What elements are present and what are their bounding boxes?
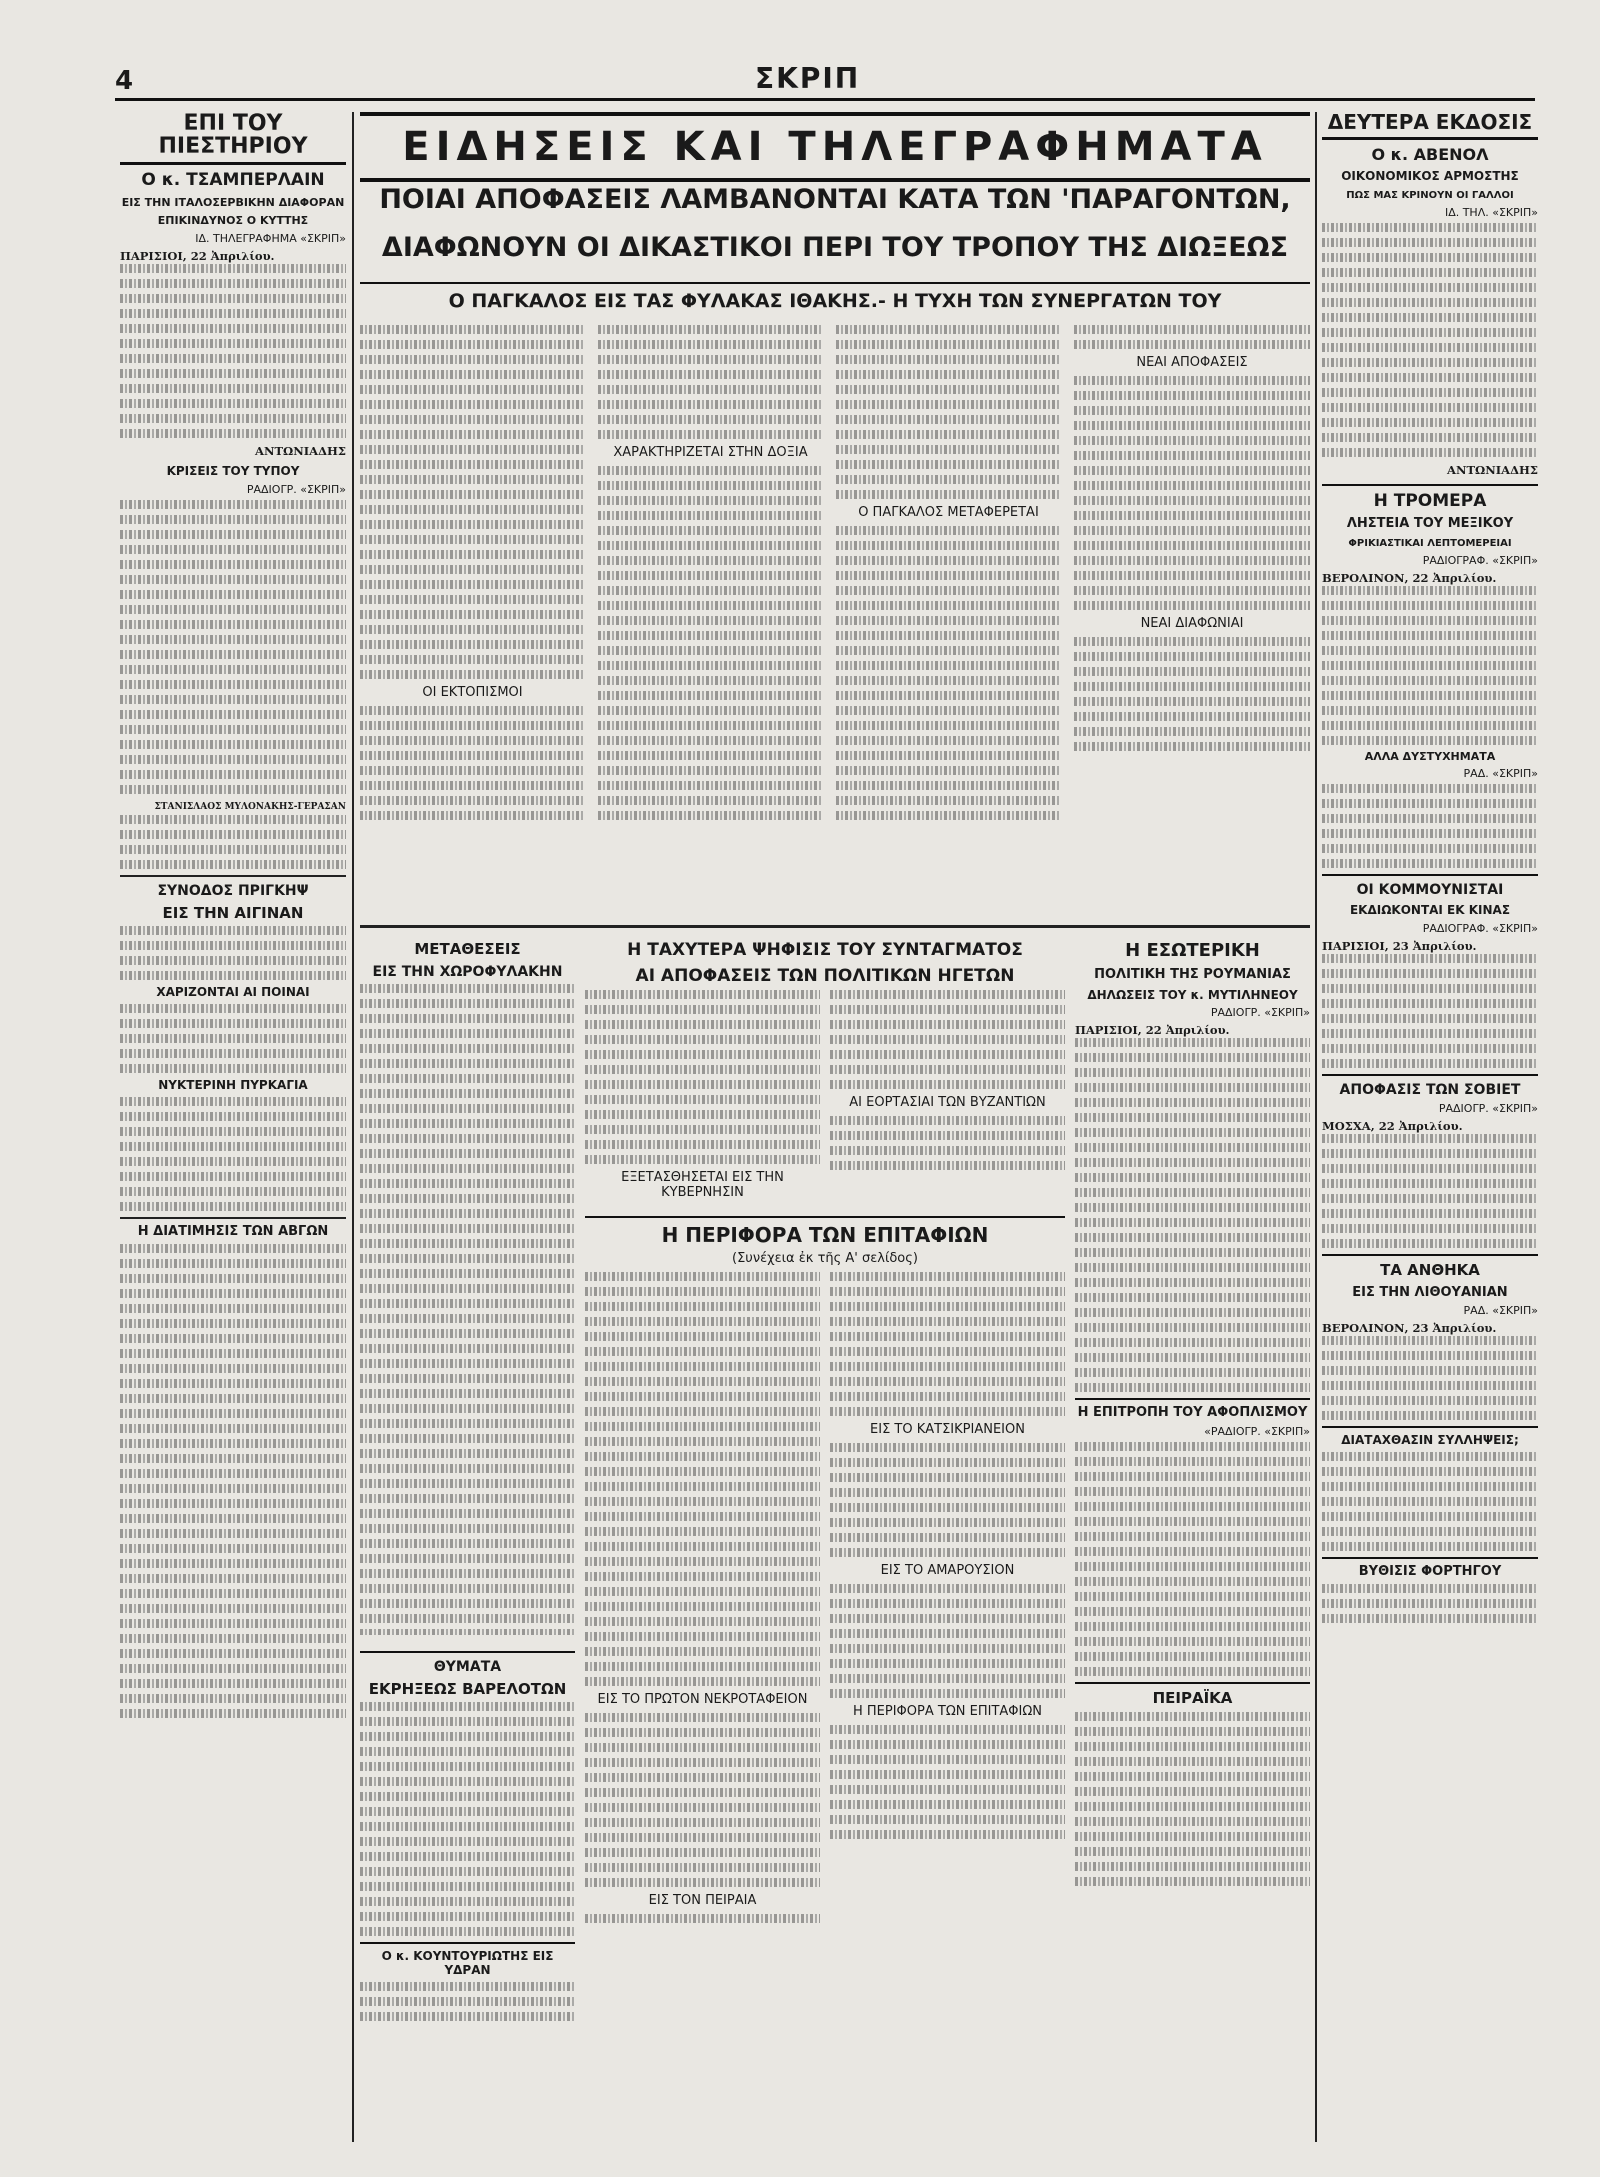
right-headline-communists: ΟΙ ΚΟΜΜΟΥΝΙΣΤΑΙ [1322, 874, 1538, 898]
article-metatheseis [360, 935, 575, 1635]
lead-subhead-doxia: ΧΑΡΑΚΤΗΡΙΖΕΤΑΙ ΣΤΗΝ ΔΟΞΙΑ [613, 445, 808, 460]
right-headline-china: ΕΚΔΙΩΚΟΝΤΑΙ ΕΚ ΚΙΝΑΣ [1349, 903, 1511, 918]
right-headline-galloi: ΠΩΣ ΜΑΣ ΚΡΙΝΟΥΝ ΟΙ ΓΑΛΛΟΙ [1346, 190, 1514, 202]
periphora-subhead: Η ΠΕΡΙΦΟΡΑ ΤΩΝ ΕΠΙΤΑΦΙΩΝ [852, 1704, 1042, 1719]
epitafios-headline: Η ΠΕΡΙΦΟΡΑ ΤΩΝ ΕΠΙΤΑΦΙΩΝ [585, 1216, 1065, 1247]
column-rule [352, 112, 354, 2142]
right-dateline-5: ΡΑΔΙΟΓΡ. «ΣΚΡΙΠ» [1438, 1102, 1538, 1116]
katechoumena-subhead: ΕΙΣ ΤΟ ΚΑΤΣΙΚΡΙΑΝΕΙΟΝ [870, 1422, 1025, 1437]
left-dateline-text: ΠΑΡΙΣΙΟΙ, 22 Ἀπριλίου. [120, 249, 275, 264]
right-headline-arrests: ΔΙΑΤΑΧΘΑΣΙΝ ΣΥΛΛΗΨΕΙΣ; [1322, 1426, 1538, 1448]
right-headline-lithuania: ΕΙΣ ΤΗΝ ΛΙΘΟΥΑΝΙΑΝ [1352, 1284, 1508, 1300]
right-section-title: ΔΕΥΤΕΡΑ ΕΚΔΟΣΙΣ [1322, 112, 1538, 140]
romania-headline-3: ΔΗΛΩΣΕΙΣ ΤΟΥ κ. ΜΥΤΙΛΗΝΕΟΥ [1087, 987, 1298, 1002]
thymata-headline-1: ΘΥΜΑΤΑ [360, 1651, 575, 1675]
romania-dateline: ΡΑΔΙΟΓΡ. «ΣΚΡΙΠ» [1210, 1006, 1310, 1020]
left-signature-2: ΣΤΑΝΙΣΛΑΟΣ ΜΥΛΟΝΑΚΗΣ-ΓΕΡΑΣΑΝ [154, 801, 346, 812]
lead-headline-2: ΔΙΑΦΩΝΟΥΝ ΟΙ ΔΙΚΑΣΤΙΚΟΙ ΠΕΡΙ ΤΟΥ ΤΡΟΠΟΥ ΤΗΣ ΔΙΩΞΕΩΣ [381, 232, 1289, 263]
section-divider [360, 925, 1310, 928]
right-headline-details: ΦΡΙΚΙΑΣΤΙΚΑΙ ΛΕΠΤΟΜΕΡΕΙΑΙ [1348, 538, 1512, 550]
article-thymata [360, 1645, 575, 2105]
right-dateline-2: ΡΑΔΙΟΓΡΑΦ. «ΣΚΡΙΠ» [1422, 553, 1538, 567]
right-dateline-6: ΡΑΔ. «ΣΚΡΙΠ» [1463, 1304, 1538, 1318]
lead-headline-1: ΠΟΙΑΙ ΑΠΟΦΑΣΕΙΣ ΛΑΜΒΑΝΟΝΤΑΙ ΚΑΤΑ ΤΩΝ 'ΠΑΡΑΓΟΝΤΩΝ, [379, 184, 1291, 215]
masthead [115, 62, 1535, 101]
left-signature: ΑΝΤΩΝΙΑΔΗΣ [255, 444, 346, 459]
right-dateline-text-berlin: ΒΕΡΟΛΙΝΟΝ, 22 Ἀπριλίου. [1322, 570, 1497, 585]
romania-headline-2: ΠΟΛΙΤΙΚΗ ΤΗΣ ΡΟΥΜΑΝΙΑΣ [1094, 966, 1291, 982]
romania-headline-1: Η ΕΣΩΤΕΡΙΚΗ [1125, 940, 1260, 961]
left-headline-fire: ΝΥΚΤΕΡΙΝΗ ΠΥΡΚΑΓΙΑ [158, 1077, 308, 1092]
vyzantio-subhead: ΑΙ ΕΟΡΤΑΣΙΑΙ ΤΩΝ ΒΥΖΑΝΤΙΩΝ [849, 1095, 1046, 1111]
left-headline-press: ΚΡΙΣΕΙΣ ΤΟΥ ΤΥΠΟΥ [166, 464, 300, 479]
right-column [1322, 112, 1538, 2157]
right-signature: ΑΝΤΩΝΙΑΔΗΣ [1447, 462, 1538, 477]
article-epitafios [585, 1210, 1065, 2110]
left-subheadline: ΕΙΣ ΤΗΝ ΙΤΑΛΟΣΕΡΒΙΚΗΝ ΔΙΑΦΟΡΑΝ [121, 195, 345, 209]
right-headline-armostis: ΟΙΚΟΝΟΜΙΚΟΣ ΑΡΜΟΣΤΗΣ [1341, 169, 1519, 184]
article-syntagma [585, 935, 1065, 1205]
epitafios-subhead: (Συνέχεια ἐκ τῆς Α' σελίδος) [732, 1251, 918, 1266]
peiraia-subhead: ΕΙΣ ΤΟΝ ΠΕΙΡΑΙΑ [648, 1893, 757, 1908]
right-headline-soviet: ΑΠΟΦΑΣΙΣ ΤΩΝ ΣΟΒΙΕΤ [1322, 1074, 1538, 1098]
left-headline-eggs: Η ΔΙΑΤΙΜΗΣΙΣ ΤΩΝ ΑΒΓΩΝ [120, 1217, 346, 1240]
left-headline-synodos: ΣΥΝΟΔΟΣ ΠΡΙΓΚΗΨ [120, 875, 346, 899]
right-dateline-1: ΙΔ. ΤΗΛ. «ΣΚΡΙΠ» [1444, 205, 1538, 219]
lead-headline-3: Ο ΠΑΓΚΑΛΟΣ ΕΙΣ ΤΑΣ ΦΥΛΑΚΑΣ ΙΘΑΚΗΣ.- Η ΤΥΧΗ ΤΩΝ ΣΥΝΕΡΓΑΤΩΝ ΤΟΥ [360, 282, 1310, 312]
syntagma-headline-2: ΑΙ ΑΠΟΦΑΣΕΙΣ ΤΩΝ ΠΟΛΙΤΙΚΩΝ ΗΓΕΤΩΝ [635, 965, 1015, 986]
lead-subhead-diafoniai: ΝΕΑΙ ΔΙΑΦΩΝΙΑΙ [1140, 616, 1244, 631]
right-dateline-3: ΡΑΔ. «ΣΚΡΙΠ» [1463, 767, 1538, 781]
right-headline-anthika: ΤΑ ΑΝΘΗΚΑ [1322, 1254, 1538, 1279]
left-dateline-2: ΡΑΔΙΟΓΡ. «ΣΚΡΙΠ» [246, 482, 346, 496]
lead-article-body [360, 325, 1310, 915]
left-headline-chamberlain: Ο κ. ΤΣΑΜΠΕΡΛΑΙΝ [141, 170, 325, 191]
left-subheadline-2: ΕΠΙΚΙΝΔΥΝΟΣ Ο ΚΥΤΤΗΣ [157, 214, 309, 228]
syntagma-headline-1: Η ΤΑΧΥΤΕΡΑ ΨΗΦΙΣΙΣ ΤΟΥ ΣΥΝΤΑΓΜΑΤΟΣ [627, 940, 1023, 960]
right-headline-mexico: ΛΗΣΤΕΙΑ ΤΟΥ ΜΕΞΙΚΟΥ [1346, 516, 1514, 532]
thymata-headline-2: ΕΚΡΗΞΕΩΣ ΒΑΡΕΛΟΤΩΝ [368, 1680, 567, 1699]
kountouriotis-headline: Ο κ. ΚΟΥΝΤΟΥΡΙΩΤΗΣ ΕΙΣ ΥΔΡΑΝ [360, 1942, 575, 1978]
left-headline-poinai: ΧΑΡΙΖΟΝΤΑΙ ΑΙ ΠΟΙΝΑΙ [156, 985, 310, 1000]
right-headline-tromera: Η ΤΡΟΜΕΡΑ [1322, 484, 1538, 512]
right-headline-sinking: ΒΥΘΙΣΙΣ ΦΟΡΤΗΓΟΥ [1322, 1557, 1538, 1580]
article-romania [1075, 935, 1310, 2105]
lead-subhead-apofaseis: ΝΕΑΙ ΑΠΟΦΑΣΕΙΣ [1136, 355, 1248, 370]
amaroussion-subhead: ΕΙΣ ΤΟ ΑΜΑΡΟΥΣΙΟΝ [880, 1563, 1015, 1578]
metatheseis-headline-2: ΕΙΣ ΤΗΝ ΧΩΡΟΦΥΛΑΚΗΝ [372, 964, 563, 981]
epitropi-dateline: «ΡΑΔΙΟΓΡ. «ΣΚΡΙΠ» [1204, 1425, 1310, 1439]
epitropi-headline: Η ΕΠΙΤΡΟΠΗ ΤΟΥ ΑΦΟΠΛΙΣΜΟΥ [1075, 1398, 1310, 1421]
left-headline-aigina: ΕΙΣ ΤΗΝ ΑΙΓΙΝΑΝ [162, 903, 304, 922]
syntagma-subhead: ΕΞΕΤΑΣΘΗΣΕΤΑΙ ΕΙΣ ΤΗΝ ΚΥΒΕΡΝΗΣΙΝ [621, 1170, 784, 1201]
page-number: 4 [115, 66, 134, 96]
right-dateline-text-paris: ΠΑΡΙΣΙΟΙ, 23 Ἀπριλίου. [1322, 939, 1477, 954]
lead-subhead-ektopismoi: ΟΙ ΕΚΤΟΠΙΣΜΟΙ [422, 685, 523, 700]
section-banner-text: ΕΙΔΗΣΕΙΣ ΚΑΙ ΤΗΛΕΓΡΑΦΗΜΑΤΑ [402, 124, 1268, 170]
right-headline-avenol: Ο κ. ΑΒΕΝΟΛ [1371, 145, 1489, 164]
section-banner [360, 112, 1310, 182]
left-section-title: ΕΠΙ ΤΟΥ ΠΙΕΣΤΗΡΙΟΥ [120, 112, 346, 165]
right-dateline-4: ΡΑΔΙΟΓΡΑΦ. «ΣΚΡΙΠ» [1422, 922, 1538, 936]
left-column [120, 112, 346, 2157]
right-dateline-text-berlin-2: ΒΕΡΟΛΙΝΟΝ, 23 Ἀπριλίου. [1322, 1321, 1497, 1336]
protonekrotafeio-subhead: ΕΙΣ ΤΟ ΠΡΩΤΟΝ ΝΕΚΡΟΤΑΦΕΙΟΝ [597, 1692, 808, 1707]
column-rule [1315, 112, 1317, 2142]
right-dateline-text-moscow: ΜΟΣΧΑ, 22 Ἀπριλίου. [1322, 1119, 1463, 1134]
peiratika-headline: ΠΕΙΡΑΪΚΑ [1075, 1682, 1310, 1707]
metatheseis-headline-1: ΜΕΤΑΘΕΣΕΙΣ [414, 940, 521, 958]
lead-subhead-pagkalos: Ο ΠΑΓΚΑΛΟΣ ΜΕΤΑΦΕΡΕΤΑΙ [858, 505, 1039, 520]
romania-dateline-text: ΠΑΡΙΣΙΟΙ, 22 Ἀπριλίου. [1075, 1023, 1230, 1038]
left-dateline: ΙΔ. ΤΗΛΕΓΡΑΦΗΜΑ «ΣΚΡΙΠ» [195, 232, 346, 246]
right-headline-accidents: ΑΛΛΑ ΔΥΣΤΥΧΗΜΑΤΑ [1364, 749, 1496, 763]
newspaper-name: ΣΚΡΙΠ [755, 62, 861, 95]
